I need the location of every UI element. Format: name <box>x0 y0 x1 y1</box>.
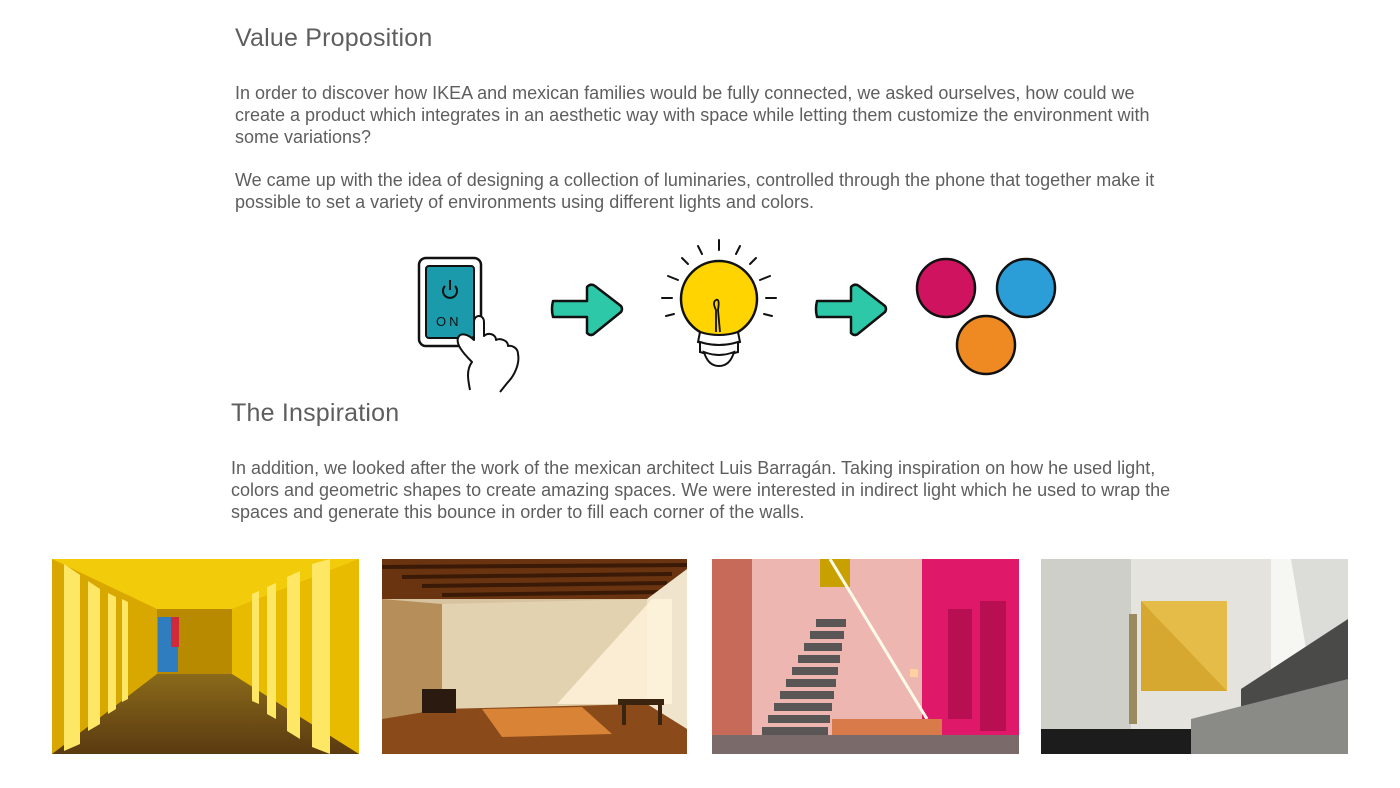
phone-on-label: ON <box>436 314 462 329</box>
pink-staircase-photo <box>712 559 1019 754</box>
inspiration-paragraph: In addition, we looked after the work of the mexican architect Luis Barragán. Taking inspiration on how he used light, colors and geometric shapes to create amazing spaces. We were interested in indirect light which he used to wrap the spaces and generate this bounce in order to fill each corner of the walls. <box>231 458 1171 522</box>
inspiration-title: The Inspiration <box>231 399 400 427</box>
blue-dot <box>997 259 1055 317</box>
arrow-right-icon <box>811 281 891 339</box>
magenta-dot <box>917 259 975 317</box>
yellow-corridor-photo <box>52 559 359 754</box>
arrow-right-icon <box>547 281 627 339</box>
value-proposition-title: Value Proposition <box>235 24 433 52</box>
value-proposition-paragraph-2: We came up with the idea of designing a collection of luminaries, controlled through the phone that together make it possible to set a variety of environments using different lights and colors. <box>235 170 1155 212</box>
orange-dot <box>957 316 1015 374</box>
lightbulb-icon <box>656 236 782 372</box>
value-proposition-paragraph-1: In order to discover how IKEA and mexican families would be fully connected, we asked ourselves, how could we create a product which integrates in an aesthetic way with space while letting them customize the environment with some variations? <box>235 83 1150 147</box>
phone-switch-icon <box>412 252 527 394</box>
white-stair-gold-panel-photo <box>1041 559 1348 754</box>
wooden-room-photo <box>382 559 687 754</box>
color-dots-icon <box>912 254 1062 378</box>
